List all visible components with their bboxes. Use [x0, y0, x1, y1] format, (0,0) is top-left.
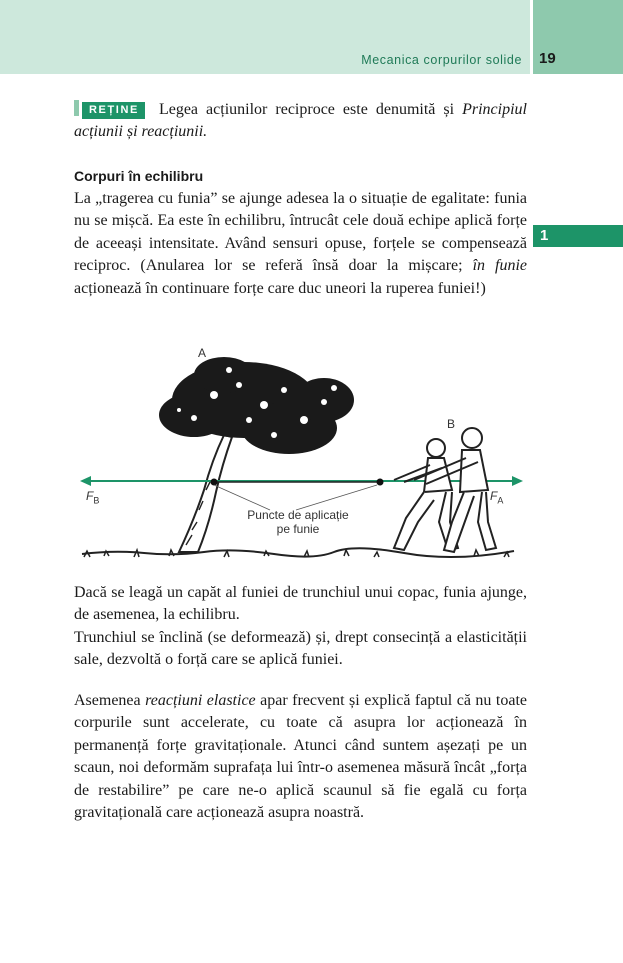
force-b-label	[86, 489, 99, 505]
force-b-subscript: B	[93, 495, 100, 506]
force-a-symbol: F	[490, 489, 498, 503]
paragraph-italic-text: în funie	[472, 257, 528, 275]
retine-badge: REȚINE	[82, 102, 145, 119]
retine-box	[74, 99, 527, 144]
label-b: B	[447, 417, 456, 431]
force-b-symbol: F	[86, 489, 94, 503]
section-heading: Corpuri în echilibru	[74, 168, 204, 184]
force-a-label	[490, 489, 503, 505]
retine-text: Legea acțiunilor reciproce este denumită și	[158, 101, 463, 118]
force-a-subscript: A	[497, 495, 504, 506]
application-points-caption	[238, 508, 358, 536]
tree-paragraph-line-1: Dacă se leagă un capăt al funiei de trunchiul unui copac, funia ajunge, de asemenea, la echilibru.	[74, 584, 527, 624]
paragraph-text-end: acționează în continuare forțe care duc uneori la ruperea funiei!)	[74, 279, 486, 297]
retine-italic-text: Principiul acțiunii și reacțiunii.	[74, 101, 527, 141]
paragraph-text: La „tragerea cu funia” se ajunge adesea la o situație de egalitate: funia nu se mișcă. Ea este în echilibru, întrucât cele două echipe aplică forțe de aceeași intensitate. Având sensuri opuse, forțele se compensează reciproc. (Anularea lor se referă însă doar la mișcare;	[74, 190, 527, 275]
elastic-text-end: apar frecvent și explică faptul că nu toate corpurile sunt accelerate, cu toate că asupra lor acționează în permanență forțe gravitaționale. Atunci când suntem așezați pe un scaun, noi deformăm suprafața lui într-o asemenea măsură încât „forța de restabilire” pe care ne-o aplică scaunul să fie egală cu forța gravitațională care acționează asupra noastră.	[74, 692, 527, 822]
equilibrium-paragraph	[74, 188, 527, 300]
caption-line-1: Puncte de aplicație	[247, 508, 349, 522]
elastic-italic-text: reacțiuni elastice	[145, 692, 256, 709]
running-title: Mecanica corpurilor solide	[361, 53, 522, 67]
chapter-tab: 1	[533, 225, 623, 247]
elastic-text-start: Asemenea	[74, 692, 146, 709]
page-number: 19	[539, 50, 556, 67]
tree-paragraph-line-2: Trunchiul se înclină (se deformează) și, drept consecință a elasticității sale, dezvoltă o forță care se aplică funiei.	[74, 628, 527, 669]
tree-paragraph	[74, 582, 527, 672]
elastic-reactions-paragraph	[74, 690, 527, 824]
label-a: A	[198, 346, 207, 360]
retine-marker	[74, 100, 79, 116]
tug-of-war-figure	[74, 340, 534, 570]
caption-line-2: pe funie	[276, 522, 320, 536]
